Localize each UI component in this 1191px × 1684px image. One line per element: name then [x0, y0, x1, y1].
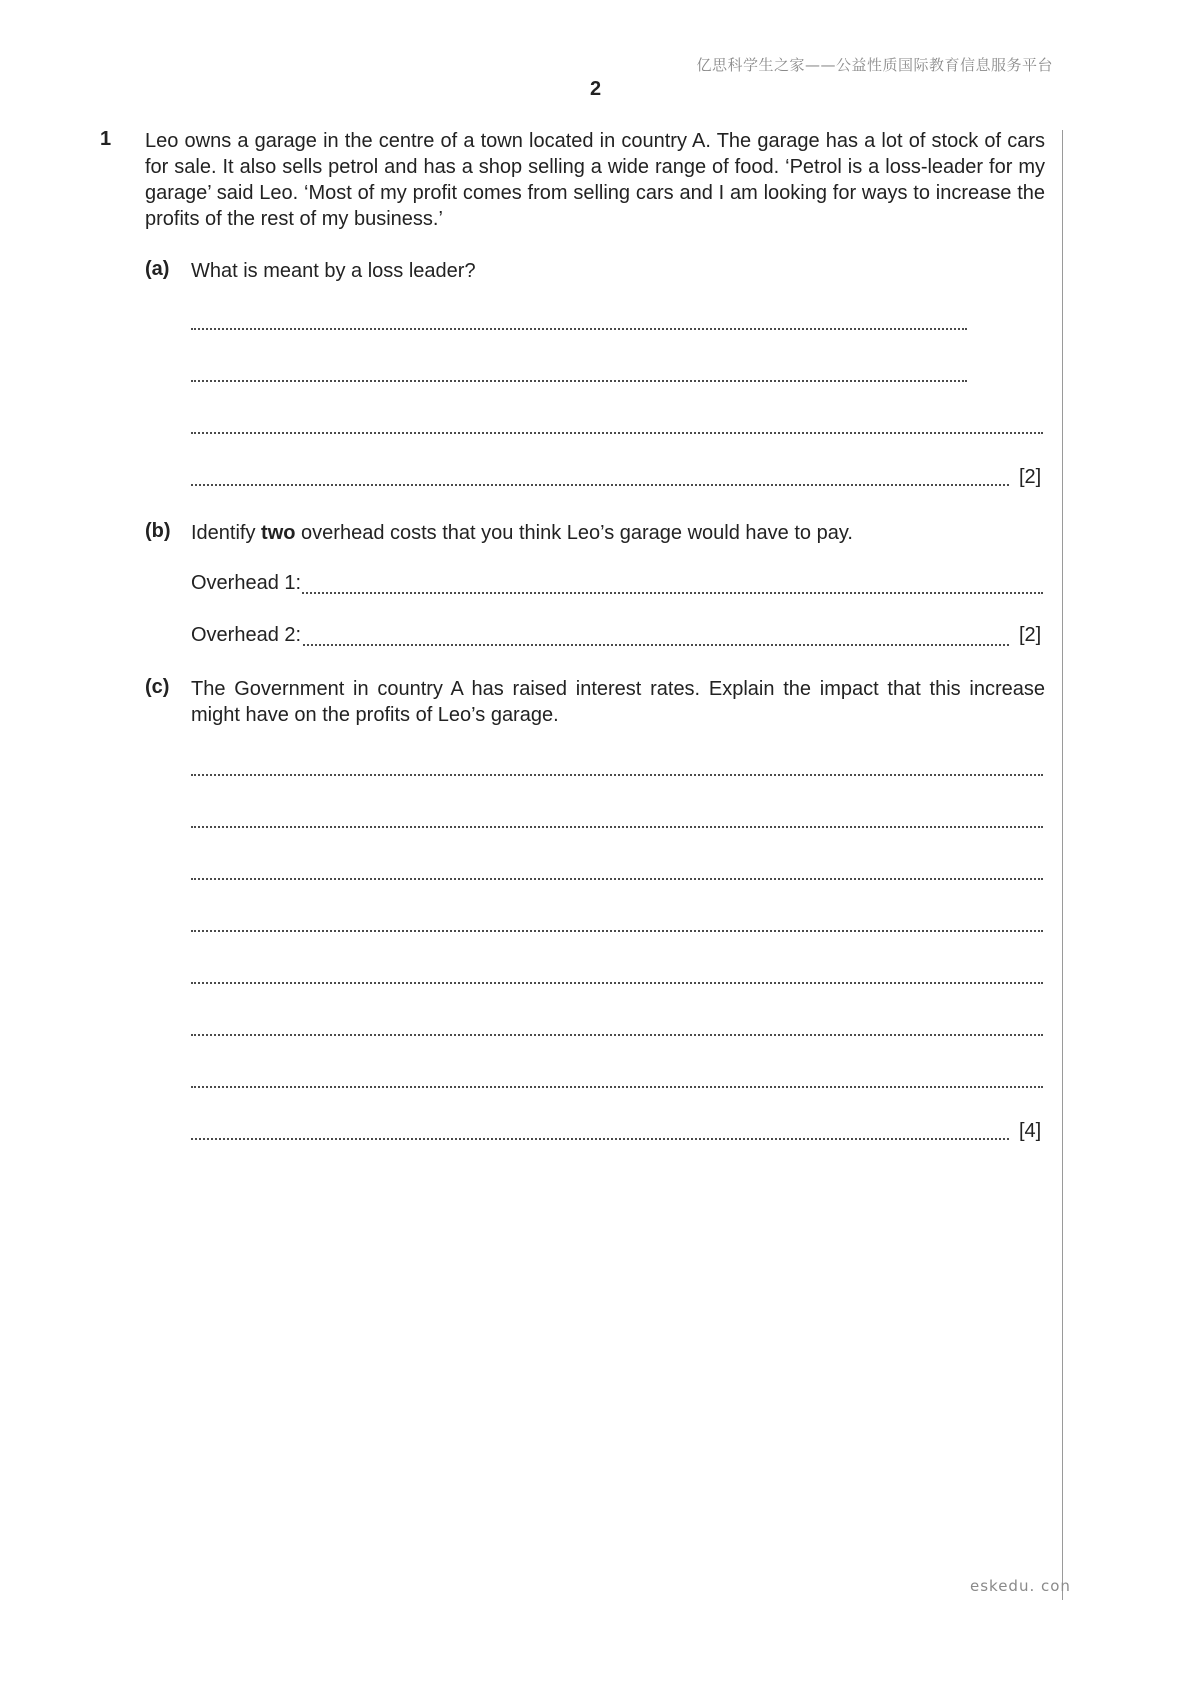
- answer-line[interactable]: [191, 856, 1043, 880]
- part-b-text-bold: two: [261, 522, 296, 544]
- answer-line[interactable]: [191, 358, 967, 382]
- answer-line[interactable]: [191, 1064, 1043, 1088]
- answer-line[interactable]: [191, 306, 967, 330]
- part-b-text-after: overhead costs that you think Leo’s garage would have to pay.: [295, 522, 853, 544]
- answer-line[interactable]: [191, 462, 1009, 486]
- answer-line[interactable]: [191, 960, 1043, 984]
- part-b-label: (b): [145, 520, 171, 542]
- part-a-text: What is meant by a loss leader?: [191, 260, 476, 282]
- part-b-text: [191, 520, 1045, 546]
- header-watermark: 亿思科学生之家——公益性质国际教育信息服务平台: [696, 56, 1053, 74]
- answer-line[interactable]: [191, 752, 1043, 776]
- question-intro: Leo owns a garage in the centre of a town located in country A. The garage has a lot of stock of cars for sale. It also sells petrol and has a shop selling a wide range of food. ‘Petrol is a loss-leader for my garage’ said Leo. ‘Most of my profit comes from selling cars and I am looking for ways to increase the profits of the rest of my business.’: [145, 130, 1045, 230]
- answer-line[interactable]: [191, 1012, 1043, 1036]
- part-b-marks: [2]: [1019, 624, 1042, 646]
- part-a-label: (a): [145, 258, 170, 280]
- page-number: 2: [589, 78, 602, 100]
- answer-line[interactable]: [191, 1116, 1009, 1140]
- part-c-marks: [4]: [1019, 1120, 1042, 1142]
- overhead-2-answer-line[interactable]: [191, 622, 1009, 646]
- overhead-1-answer-line[interactable]: [191, 570, 1043, 594]
- answer-line[interactable]: [191, 410, 1043, 434]
- answer-line[interactable]: [191, 908, 1043, 932]
- part-b-text-before: Identify: [191, 522, 262, 544]
- part-c-text: The Government in country A has raised interest rates. Explain the impact that this increase might have on the profits of Leo’s garage.: [191, 678, 1045, 726]
- question-number: 1: [100, 128, 112, 150]
- answer-line[interactable]: [191, 804, 1043, 828]
- margin-line: [1062, 130, 1063, 1600]
- overhead-2-label: Overhead 2:: [191, 624, 302, 646]
- part-c-label: (c): [145, 676, 170, 698]
- footer-watermark: eskedu. con: [970, 1577, 1071, 1595]
- overhead-1-label: Overhead 1:: [191, 572, 302, 594]
- part-a-marks: [2]: [1019, 466, 1042, 488]
